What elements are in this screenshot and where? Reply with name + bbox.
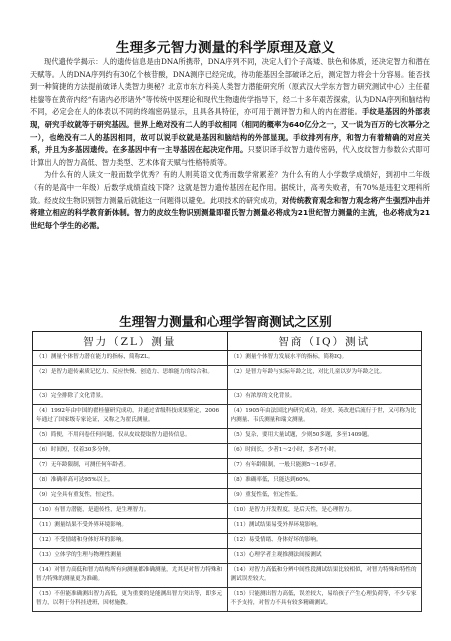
table-row — [33, 474, 422, 489]
paragraph-text: 只要识译手纹智力遗传密码，代入皮纹智力参数公式即可计算出人的智力高低、智力类型、艺术体育天赋与性格特质等。 — [30, 145, 430, 167]
zl-cell: （1）测量个体智力潜在能力的指标，简称ZL。 — [33, 351, 228, 366]
document-title: 生理多元智力测量的科学原理及意义 — [115, 40, 336, 56]
column-header-iq: 智商（IQ）测试 — [227, 332, 422, 351]
table-row — [33, 459, 422, 474]
iq-cell: （4）1905年由法国比内研究成功，经美、英改进后流行于世，又可称为比内测量、韦氏测量和瑞文测量。 — [227, 405, 422, 429]
zl-cell: （3）完全排除了文化背景。 — [33, 390, 228, 405]
intro-paragraph-2 — [30, 169, 430, 232]
comparison-table-body — [33, 351, 422, 612]
table-row — [33, 504, 422, 519]
iq-cell: （2）是智力年龄与实际年龄之比，对比儿童以岁为年龄之比。 — [227, 366, 422, 390]
paragraph-text: 为什么有的人读文一般而数学优秀？有的人则英语文优秀而数学常累差？为什么有的人小学数学成绩好，到初中二年级（有的是高中一年级）后数学成绩直线下降？这就是智力遗传基因在起作用。据统计，高考失败者，有70%是违犯文理科所致。经皮纹生物识别智力测量后就能这一问题得以避免。此项技术的研究成功， — [30, 170, 430, 205]
zl-cell: （7）无年龄限制，可测任何年龄者。 — [33, 459, 228, 474]
table-row — [33, 366, 422, 390]
table-row — [33, 549, 422, 564]
intro-text — [30, 56, 430, 232]
column-header-zl: 智力（ZL）测量 — [33, 332, 228, 351]
iq-cell: （6）时间长，少者1～2小时，多者7小时。 — [227, 444, 422, 459]
table-row — [33, 405, 422, 429]
table-header-row — [33, 332, 422, 351]
table-row — [33, 519, 422, 534]
iq-cell: （11）测试结果易受外界环境影响。 — [227, 519, 422, 534]
table-row — [33, 489, 422, 504]
iq-cell: （14）对智力高低和分辨中间性段测试结果比较相似，对智力特殊和特性的测试误差较大。 — [227, 564, 422, 588]
zl-cell: （15）不但能准确测出智力高低，更为重要的是能测出智力突出等，即多元智力，以利于分科挂进班，因材施教。 — [33, 588, 228, 612]
zl-cell: （11）测量结果不受外界环境影响。 — [33, 519, 228, 534]
intro-paragraph-1 — [30, 56, 430, 169]
table-row — [33, 429, 422, 444]
zl-cell: （6）时间短，仅着30多分钟。 — [33, 444, 228, 459]
zl-cell: （2）是智力遗传素质记忆力、反应快慢、创造力、思维能力的综合和。 — [33, 366, 228, 390]
zl-cell: （10）有智力潜能，是遗传性，是生理智力。 — [33, 504, 228, 519]
table-row — [33, 390, 422, 405]
zl-cell: （4）1992年由中国的翟桂鋆研究成功，并通过省级科技成果鉴定，2006年通过了国家级专家论证，又称之为翟氏测量。 — [33, 405, 228, 429]
iq-cell: （9）重复性低，恒定性低。 — [227, 489, 422, 504]
zl-cell: （14）对智力高低和智力结构所有向测量都准确测量，尤其是对智力特殊和智力特殊的测量更为准确。 — [33, 564, 228, 588]
zl-cell: （12）不受情绪和身体好坏的影响。 — [33, 534, 228, 549]
table-row — [33, 588, 422, 612]
iq-cell: （5）复杂，要用大量试题，少则50多题，多至1409题。 — [227, 429, 422, 444]
zl-cell: （13）立体学的生理与物理性测量 — [33, 549, 228, 564]
comparison-title: 生理智力测量和心理学智商测试之区别 — [119, 314, 332, 329]
comparison-table — [32, 331, 422, 612]
iq-cell: （12）易受情绪、身体好坏的影响。 — [227, 534, 422, 549]
highlighted-text: 对传统教育观念和智力观念将产生强烈冲击并将建立相应的科学教育新体制。智力的皮纹生物识别测量即翟氏智力测量必将成为21世纪智力测量的主流，也必将成为21世纪每个学生的必需。 — [30, 195, 430, 230]
iq-cell: （8）准确率低，只能达到60%。 — [227, 474, 422, 489]
zl-cell: （9）完全具有重复性，恒定性。 — [33, 489, 228, 504]
iq-cell: （10）是智力开发程度，是后天性，是心理智力。 — [227, 504, 422, 519]
zl-cell: （8）准确率高可达95%以上。 — [33, 474, 228, 489]
iq-cell: （7）有年龄限制，一般只能测5～16岁者。 — [227, 459, 422, 474]
table-row — [33, 534, 422, 549]
zl-cell: （5）简便，不用问卷任何问题，仅从皮纹提取智力遗传信息。 — [33, 429, 228, 444]
paragraph-text: 现代遗传学揭示：人的遗传信息是由DNA所携带，DNA序列不同，决定人们个子高矮、肤色和体质，还决定智力和潜在天赋等。人的DNA序列约有30亿个核苷酸，DNA测序已经完成，待功能基因全部破译之后，测定智力将会十分容易。能否找到一种简捷的方法提前破译人类智力奥秘？北京市东方科美人类智力潜能研究所（原武汉大学东方智力研究测试中心）主任翟桂鋆等在黄帝内经“有诸内必形诸外”等传统中医理论和现代生物遗传学指导下，经二十多年艰苦探索，认为DNA序列和脑结构不同，必定会在人的体表以不同的终端密码显示，且具各具特征，亦可用于测评智力和人的内在潜能。 — [30, 57, 430, 117]
iq-cell: （13）心理学者主观推测法间接测试 — [227, 549, 422, 564]
table-row — [33, 564, 422, 588]
iq-cell: （15）只能测出智力高低，误差较大，易给孩子产生心理负荷等，不少专家不予支持，对智力不具有较多精确测试。 — [227, 588, 422, 612]
highlighted-text: 手纹是基因的外部表现，研究手纹就等于研究基因。世界上绝对没有二人的手纹相同（相同的概率为640亿分之一，又一说为百万的七次幂分之一），也绝没有二人的基因相同，故可以说手纹就是基因和脑结构的外部显现。手纹排列有序，和智力有着精确的对应关系，并且为多基因遗传。在多基因中有一主导基因在起决定作用。 — [30, 107, 430, 155]
iq-cell: （1）测量个体智力发展水平的指标，简称IQ。 — [227, 351, 422, 366]
table-row — [33, 444, 422, 459]
iq-cell: （3）有浓厚的文化背景。 — [227, 390, 422, 405]
table-row — [33, 351, 422, 366]
